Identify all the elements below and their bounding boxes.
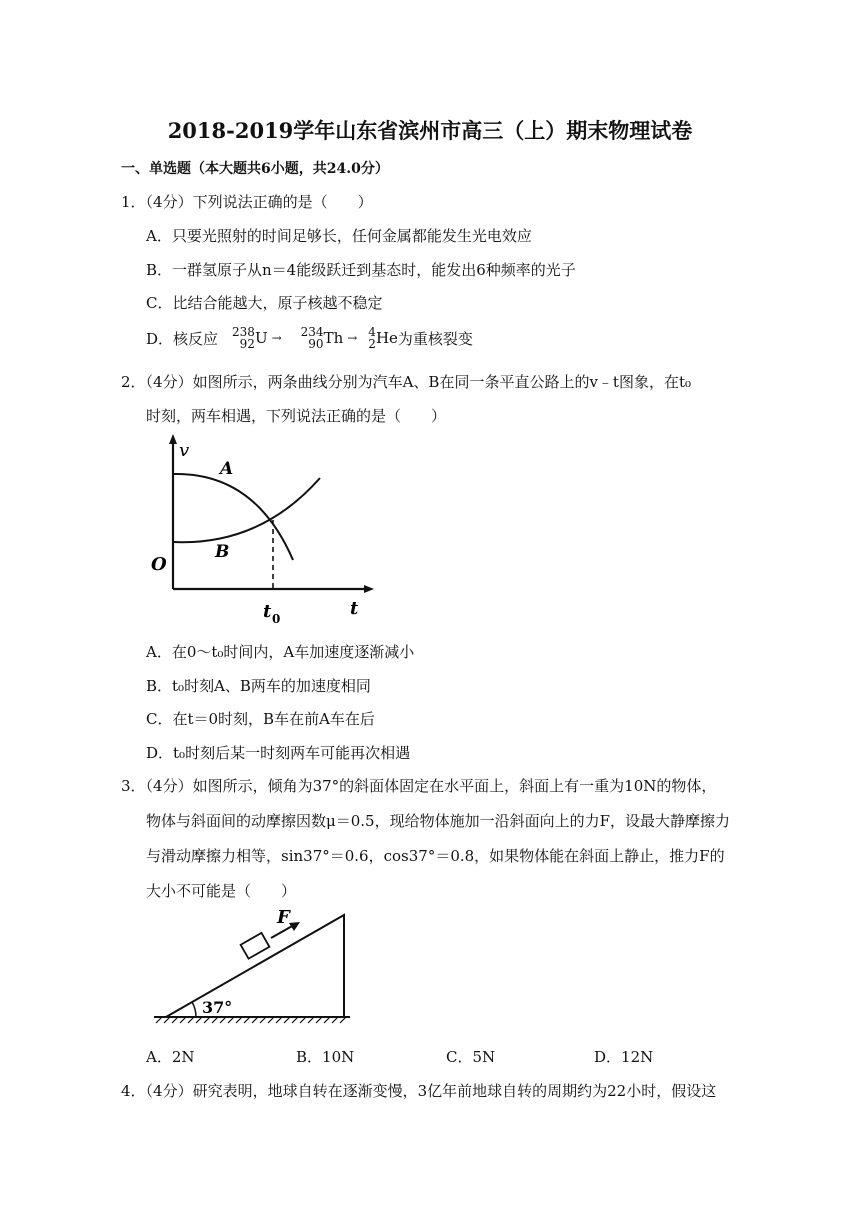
helium-symbol: He — [375, 329, 398, 347]
q3-line3: 与滑动摩擦力相等，sin37°＝0.6，cos37°＝0.8，如果物体能在斜面上静止，推力F的 — [146, 847, 725, 865]
t-label: t — [350, 598, 359, 619]
v-axis-arrow-icon — [169, 434, 177, 444]
q2-option-d: D．t₀时刻后某一时刻两车可能再次相遇 — [146, 744, 411, 762]
q3-option-d: D．12N — [594, 1048, 654, 1066]
angle-label: 37° — [202, 998, 233, 1017]
force-label: F — [277, 907, 290, 928]
vt-graph-figure — [145, 430, 375, 635]
reaction-arrow: → — [271, 331, 282, 345]
q1-d-suffix: 为重核裂变 — [397, 329, 473, 348]
q3-option-b: B．10N — [296, 1048, 355, 1066]
q2-stem-line1: 2．（4分）如图所示，两条曲线分别为汽车A、B在同一条平直公路上的v﹣t图象，在t₀ — [121, 373, 691, 391]
helium-isotope-numbers: 4 2 — [368, 325, 376, 351]
q3-line1: 3．（4分）如图所示，倾角为37°的斜面体固定在水平面上，斜面上有一重为10N的物体， — [121, 777, 717, 795]
thorium-symbol: Th — [323, 329, 344, 347]
t0-label: t — [263, 601, 272, 622]
q1-option-b: B．一群氢原子从n＝4能级跃迁到基态时，能发出6种频率的光子 — [146, 261, 576, 279]
incline-figure — [150, 905, 355, 1025]
q1-stem: 1．（4分）下列说法正确的是（ ） — [121, 193, 373, 211]
q2-option-b: B．t₀时刻A、B两车的加速度相同 — [146, 677, 371, 695]
section-heading: 一、单选题（本大题共6小题，共24.0分） — [121, 161, 389, 177]
block — [241, 933, 270, 959]
t0-subscript: 0 — [272, 612, 281, 626]
t-axis-arrow-icon — [364, 585, 374, 593]
q1-option-a: A．只要光照射的时间足够长，任何金属都能发生光电效应 — [146, 227, 532, 245]
curve-a-label: A — [220, 459, 234, 479]
curve-b-label: B — [215, 542, 230, 562]
q1-option-d — [146, 322, 473, 354]
v-label: v — [179, 440, 190, 461]
thorium-isotope-numbers: 234 90 — [300, 325, 324, 351]
incline-triangle — [166, 915, 344, 1017]
origin-label: O — [151, 554, 167, 575]
curve-b — [173, 478, 320, 542]
angle-arc — [192, 1002, 196, 1017]
incline-diagram — [150, 905, 355, 1025]
vt-graph — [145, 430, 375, 635]
q3-line2: 物体与斜面间的动摩擦因数μ＝0.5，现给物体施加一沿斜面向上的力F，设最大静摩擦力 — [146, 812, 731, 830]
q2-option-c: C．在t＝0时刻，B车在前A车在后 — [146, 710, 375, 728]
q3-option-c: C．5N — [446, 1048, 496, 1066]
page-title: 2018-2019学年山东省滨州市高三（上）期末物理试卷 — [167, 118, 693, 143]
q1-option-c: C．比结合能越大，原子核越不稳定 — [146, 294, 383, 312]
q2-option-a: A．在0～t₀时间内，A车加速度逐渐减小 — [146, 643, 415, 661]
q1-d-prefix: D．核反应 — [146, 329, 219, 348]
uranium-symbol: U — [254, 329, 268, 347]
uranium-isotope-numbers: 238 92 — [232, 325, 255, 351]
q3-line4: 大小不可能是（ ） — [146, 882, 297, 900]
q4-line1: 4．（4分）研究表明，地球自转在逐渐变慢，3亿年前地球自转的周期约为22小时，假设这 — [121, 1082, 717, 1100]
reaction-arrow: → — [347, 331, 358, 345]
q3-option-a: A．2N — [146, 1048, 195, 1066]
q2-stem-line2: 时刻，两车相遇，下列说法正确的是（ ） — [146, 407, 447, 425]
